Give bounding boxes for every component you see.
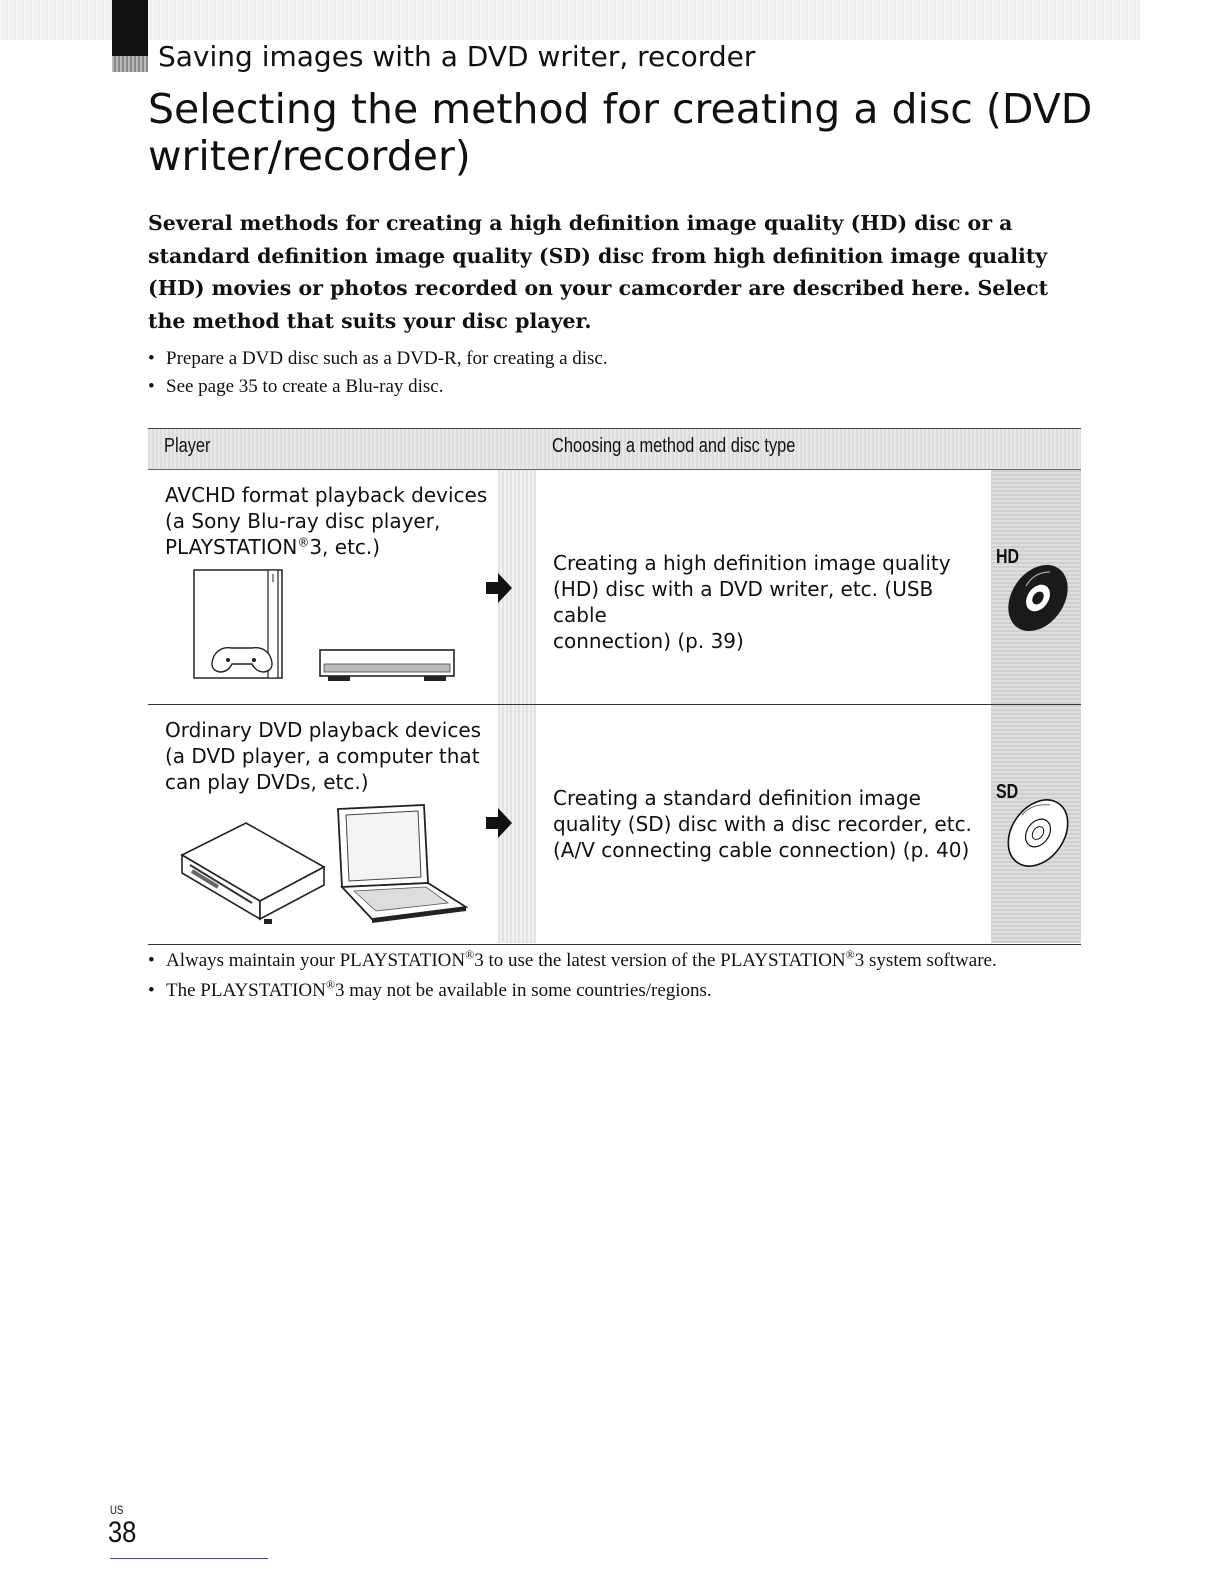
disc-icon: [996, 791, 1078, 873]
player-description: [165, 717, 495, 795]
player-line: PLAYSTATION: [165, 535, 298, 559]
player-line: 3, etc.): [309, 535, 381, 559]
notes-bottom: [148, 947, 1048, 1007]
note-item: • Prepare a DVD disc such as a DVD-R, for creating a disc.: [148, 345, 1048, 373]
section-marker: [112, 0, 148, 72]
intro-paragraph: Several methods for creating a high definition image quality (HD) disc or a standard definition image quality (SD) disc from high definition image quality (HD) movies or photos recorded on your camcorder are described here. Select the method that suits your disc player.: [148, 211, 1049, 333]
table-row-hd: [148, 470, 1081, 705]
player-line: (a Sony Blu-ray disc player,: [165, 509, 441, 533]
method-line: (HD) disc with a DVD writer, etc. (USB cable: [553, 577, 934, 627]
player-line: AVCHD format playback devices: [165, 483, 488, 507]
blu-ray-player-illustration: [318, 646, 458, 688]
registered-mark: ®: [845, 947, 855, 962]
playstation-console-illustration: [192, 568, 292, 684]
right-arrow-icon: [486, 573, 512, 603]
player-description: [165, 482, 495, 560]
registered-mark: ®: [297, 535, 310, 550]
note-text: 3 may not be available in some countries/regions.: [334, 980, 712, 1001]
hd-disc-icon: [996, 546, 1078, 642]
sd-disc-icon: [996, 781, 1078, 877]
footer-rule: [110, 1558, 268, 1559]
page-number: 38: [108, 1516, 137, 1549]
table-header: [148, 429, 1081, 470]
method-line: Creating a standard definition image: [553, 786, 921, 810]
note-text: The PLAYSTATION: [166, 980, 326, 1001]
note-text: 3 to use the latest version of the PLAYSTATION: [474, 950, 846, 971]
method-description: [553, 550, 983, 654]
method-table: [148, 428, 1081, 945]
section-title: Saving images with a DVD writer, recorder: [158, 40, 756, 73]
header-player: Player: [164, 435, 211, 457]
dvd-player-illustration: [178, 815, 328, 925]
page-title: Selecting the method for creating a disc (DVD writer/recorder): [148, 85, 1093, 180]
method-description: [553, 785, 983, 863]
registered-mark: ®: [325, 977, 335, 992]
disc-type-label: HD: [996, 546, 1020, 568]
note-item: [148, 947, 1048, 975]
note-text: Always maintain your PLAYSTATION: [166, 950, 466, 971]
note-item: [148, 977, 1048, 1005]
player-line: Ordinary DVD playback devices: [165, 718, 482, 742]
method-line: Creating a high definition image quality: [553, 551, 951, 575]
region-code: US: [110, 1503, 124, 1517]
note-item: • See page 35 to create a Blu-ray disc.: [148, 373, 1048, 401]
disc-icon: [996, 556, 1078, 638]
table-row-sd: [148, 705, 1081, 943]
disc-type-label: SD: [996, 781, 1019, 803]
header-method: Choosing a method and disc type: [552, 435, 796, 457]
header-band: [0, 0, 1140, 40]
notes-top: [148, 345, 1048, 401]
laptop-illustration: [332, 803, 468, 923]
method-line: (A/V connecting cable connection) (p. 40): [553, 838, 970, 862]
player-line: (a DVD player, a computer that: [165, 744, 480, 768]
registered-mark: ®: [465, 947, 475, 962]
player-line: can play DVDs, etc.): [165, 770, 369, 794]
right-arrow-icon: [486, 808, 512, 838]
method-line: connection) (p. 39): [553, 629, 744, 653]
note-text: 3 system software.: [854, 950, 997, 971]
method-line: quality (SD) disc with a disc recorder, etc.: [553, 812, 972, 836]
